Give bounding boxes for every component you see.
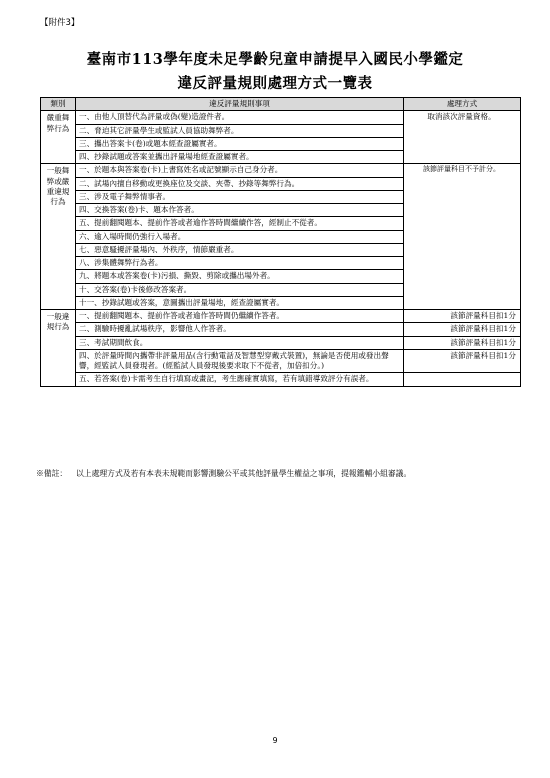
rule-cell: 六、逾入場時間仍強行入場者。	[76, 230, 404, 243]
rule-cell: 十、交答案(卷)卡後修改答案者。	[76, 283, 404, 296]
violation-rules-table	[40, 97, 521, 387]
table-row	[41, 336, 521, 349]
rule-cell: 八、涉集體舞弊行為者。	[76, 257, 404, 270]
table-row	[41, 111, 521, 124]
rule-cell: 七、惡意騷擾評量場內、外秩序，情節嚴重者。	[76, 243, 404, 256]
rule-cell: 四、抄錄試題或答案並攜出評量場地經查證屬實者。	[76, 151, 404, 164]
column-header-rule: 違反評量規則事項	[76, 98, 404, 111]
document-title: 臺南市113學年度未足學齡兒童申請提早入國民小學鑑定	[86, 51, 464, 68]
attachment-tag: 【附件3】	[40, 18, 80, 28]
rule-cell: 二、測驗時擾亂試場秩序，影響他人作答者。	[76, 323, 404, 336]
remark-label: ※備註：	[36, 469, 68, 478]
category-cell-serious: 嚴重舞弊行為	[41, 111, 76, 164]
table-row	[41, 164, 521, 177]
rule-cell: 二、試場內擅自移動或更換座位及交談、夾帶、抄錄等舞弊行為。	[76, 177, 404, 190]
action-cell: 該節評量科目不予計分。	[404, 164, 521, 310]
rule-cell: 五、提前翻閱題本、提前作答或者逾作答時間繼續作答，經制止不從者。	[76, 217, 404, 230]
table-row	[41, 349, 521, 373]
rule-cell: 五、若答案(卷)卡需考生自行填寫或畫記，考生應確實填寫，若有填錯導致評分有誤者。	[76, 373, 404, 386]
rule-cell: 三、攜出答案卡(卷)或題本經查證屬實者。	[76, 137, 404, 150]
action-cell: 該節評量科目扣1分	[404, 323, 521, 336]
action-cell: 該節評量科目扣1分	[404, 336, 521, 349]
rule-cell: 二、脅迫其它評量學生或監試人員協助舞弊者。	[76, 124, 404, 137]
category-cell-general-violation: 一般違規行為	[41, 310, 76, 387]
category-cell-general-cheating: 一般舞弊或嚴重違規行為	[41, 164, 76, 310]
rule-cell: 四、交換答案(卷)卡、題本作答者。	[76, 204, 404, 217]
table-row	[41, 323, 521, 336]
table-header-row	[41, 98, 521, 111]
column-header-category: 類別	[41, 98, 76, 111]
rule-cell: 九、將題本或答案卷(卡)污損、撕毀、剪除或攜出場外者。	[76, 270, 404, 283]
rule-cell: 一、由他人頂替代為評量或偽(變)造證件者。	[76, 111, 404, 124]
table-row	[41, 310, 521, 323]
remark-text: 以上處理方式及若有本表未規範而影響測驗公平或其他評量學生權益之事項，提報鑑輔小組審議。	[76, 469, 412, 478]
action-cell: 該節評量科目扣1分	[404, 349, 521, 373]
column-header-action: 處理方式	[404, 98, 521, 111]
rule-cell: 一、提前翻閱題本、提前作答或者逾作答時間仍繼續作答者。	[76, 310, 404, 323]
action-cell: 該節評量科目扣1分	[404, 310, 521, 323]
rule-cell: 十一、抄錄試題或答案，意圖攜出評量場地，經查證屬實者。	[76, 296, 404, 309]
rule-cell: 三、考試期間飲食。	[76, 336, 404, 349]
table-row	[41, 373, 521, 386]
rule-cell: 三、涉及電子舞弊情事者。	[76, 190, 404, 203]
page-number: 9	[272, 736, 278, 745]
document-subtitle: 違反評量規則處理方式一覽表	[177, 75, 373, 92]
rule-cell: 一、於題本與答案卷(卡)上書寫姓名或記號顯示自己身分者。	[76, 164, 404, 177]
action-cell: 取消該次評量資格。	[404, 111, 521, 164]
action-cell	[404, 373, 521, 386]
rule-cell: 四、於評量時間內攜帶非評量用品(含行動電話及智慧型穿戴式裝置)，無論是否使用或發出聲響，經監試人員發現者。(經監試人員發現後要求取下不從者，加倍扣分。)	[76, 349, 404, 373]
remark-note	[36, 468, 522, 480]
